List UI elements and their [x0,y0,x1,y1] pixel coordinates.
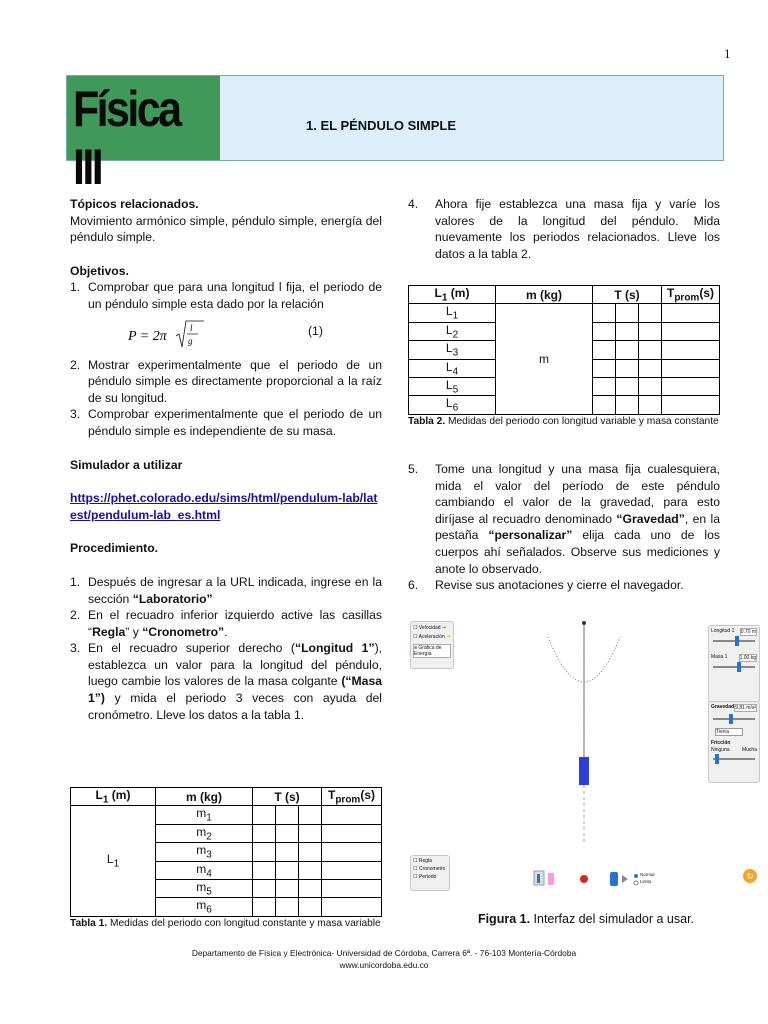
velocity-checkbox[interactable]: ☐ Velocidad ➜ [413,625,447,631]
table-cell: $L_1$ [409,304,496,322]
friction-slider[interactable] [713,758,755,760]
planet-select[interactable]: Tierra [715,728,743,736]
table2-header-l: $L_1$ (m) [409,286,496,304]
table-cell: $L_4$ [409,359,496,377]
list-item: 3. Comprobar experimentalmente que el periodo de un péndulo simple es independiente de su masa. [70,407,382,438]
simulador-heading: Simulador a utilizar [70,457,183,472]
list-item: 2. En el recuadro inferior izquierdo active las casillas “Regla” y “Cronometro”. [70,608,382,639]
title-box [220,76,723,160]
gravity-panel: Gravedad 9.81 m/s² Tierra Fricción Ninguna Mucha [708,701,760,783]
list-item: 2. Mostrar experimentalmente que el periodo de un péndulo simple es directamente proporcional a la raíz de su longitud. [70,357,382,405]
refresh-icon[interactable]: ↻ [743,869,757,883]
energy-graph-button[interactable]: ■ Gráfica de Energía [413,644,451,658]
table1-header-tprom: $T_{prom}(s)$ [322,788,382,806]
table-cell: $m_2$ [156,824,253,842]
page-title: 1. EL PÉNDULO SIMPLE [306,118,457,133]
objetivos-heading: Objetivos. [70,263,129,278]
pivot-icon [582,621,586,625]
svg-text:g: g [188,335,193,346]
table1-header-m: m (kg) [156,788,253,806]
table1-caption: Tabla 1. Medidas del periodo con longitud constante y masa variable [70,917,381,929]
table-cell: $m_4$ [156,861,253,879]
period-formula [126,317,216,353]
stop-icon [580,875,588,883]
table-cell: $L_3$ [409,341,496,359]
table1-header-t: T (s) [253,788,322,806]
slow-speed-label[interactable]: Lento [640,879,652,884]
figure1-caption: Figura 1. Interfaz del simulador a usar. [477,912,695,926]
length-slider[interactable] [713,640,755,642]
procedimiento-list [70,574,382,723]
footer [0,947,768,971]
list-item: 1. Después de ingresar a la URL indicada, ingrese en la sección “Laboratorio” [70,574,382,606]
table2-mass-cell: m [496,304,593,414]
table2-header-m: m (kg) [496,286,593,304]
simulator-screenshot [408,617,764,897]
slow-radio [634,881,638,885]
formula-row [70,313,382,357]
table-cell: $m_3$ [156,843,253,861]
table-cell: $m_1$ [156,806,253,824]
table2-header-tprom: $T_{prom}(s)$ [662,286,720,304]
table-cell: $L_5$ [409,377,496,395]
header-banner [66,75,724,195]
left-column [70,196,382,723]
ruler-checkbox[interactable]: ☐ Regla [413,858,432,864]
table1-header-l: $L_1$ (m) [71,788,156,806]
objetivos-list [70,279,382,312]
topicos-text: Movimiento armónico simple, péndulo simple, energía del péndulo simple. [70,213,382,245]
procedimiento-heading: Procedimiento. [70,541,159,556]
step-icon [622,875,628,883]
mass-slider[interactable] [713,666,755,668]
logo-text: Física III [73,81,180,195]
playback-controls [532,869,682,893]
table1-block [70,787,382,930]
table-cell: $m_6$ [156,898,253,916]
length-mass-panel: Longitud 1 0.70 m Masa 1 1.00 kg [708,625,760,703]
formula-number: (1) [308,323,323,338]
simulator-link[interactable]: https://phet.colorado.edu/sims/html/pendulum-lab/latest/pendulum-lab_es.html [70,491,378,522]
right-column [408,196,720,262]
table2-caption: Tabla 2. Medidas del periodo con longitud variable y masa constante [408,415,719,427]
right-column-lower [408,461,720,594]
list-item: 6. Revise sus anotaciones y cierre el navegador. [408,578,684,593]
svg-text:l: l [190,322,193,333]
table2 [408,285,720,415]
table-cell: $m_5$ [156,879,253,897]
table2-block [408,285,720,428]
acceleration-checkbox[interactable]: ☐ Aceleración ➜ [413,634,451,640]
normal-speed-label[interactable]: Normal [640,872,655,877]
footer-website[interactable]: www.unicordoba.edu.co [339,960,429,970]
period-checkbox[interactable]: ☐ Período [413,874,437,880]
svg-text:P = 2π: P = 2π [128,328,167,344]
pause-icon [610,872,618,886]
list-item: 5. Tome una longitud y una masa fija cualesquiera, mida el valor del período de este péndulo cambiando el valor de la gravedad, para esto diríjase al recuadro denominado “Gravedad”, en la pestaña “personalizar” elija cada uno de los cuerpos ahí señalados. Observe sus mediciones y anote lo observado. [408,462,720,576]
normal-radio [634,874,638,878]
table2-header-t: T (s) [593,286,662,304]
gravity-slider[interactable] [713,718,755,720]
topicos-heading: Tópicos relacionados. [70,197,199,211]
table1-length-cell: $L_1$ [71,806,156,916]
mass-icon [548,873,554,885]
course-logo [67,76,220,195]
tools-panel [410,855,450,891]
page-number: 1 [724,46,731,61]
table1 [70,787,382,917]
table-cell: $L_2$ [409,322,496,340]
pendulum-mass [579,757,589,785]
footer-address: Departamento de Física y Electrónica- Universidad de Córdoba, Carrera 6ª. - 76-103 Montería-Córdoba [191,948,577,958]
list-item: 3. En el recuadro superior derecho (“Longitud 1”), establezca un valor para la longitud del péndulo, luego cambie los valores de la masa colgante (“Masa 1”) y mida el periodo 3 veces con ayuda del cronómetro. Lleve los datos a la tabla 1. [70,641,383,722]
list-item: 1. Comprobar que para una longitud l fija, el periodo de un péndulo simple esta dado por la relación [70,280,382,311]
list-item: 4. Ahora fije establezca una masa fija y varíe los valores de la longitud del péndulo. Mida nuevamente los periodos relacionados. Lleve los datos a la tabla 2. [408,197,720,261]
stopwatch-checkbox[interactable]: ☐ Cronometro [413,866,446,872]
table-cell: $L_6$ [409,396,496,414]
